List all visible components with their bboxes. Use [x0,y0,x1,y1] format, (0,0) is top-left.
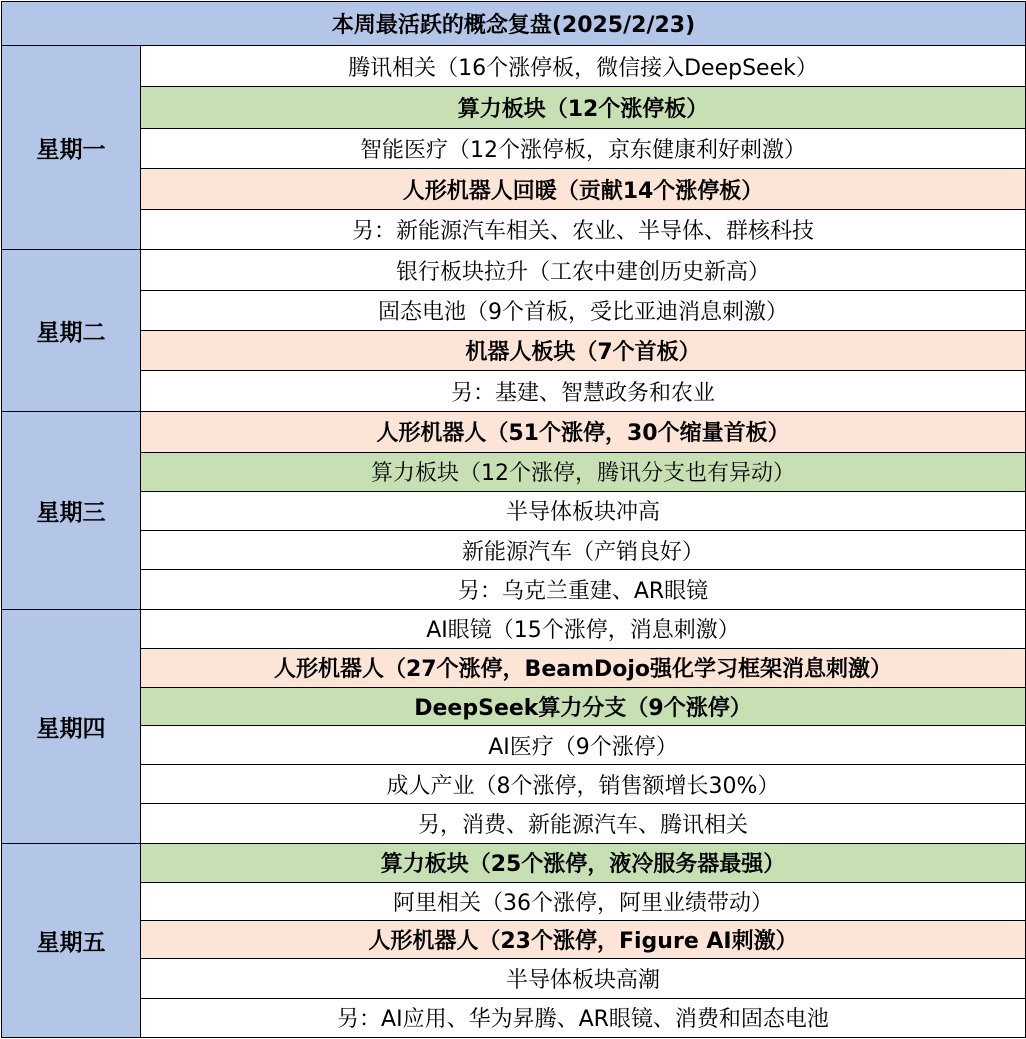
table-row [2,804,1026,843]
table-row [2,412,1026,452]
table-row [2,330,1026,370]
table-row [2,128,1026,168]
concept-cell: 机器人板块（7个首板） [141,330,1026,370]
table-row [2,491,1026,530]
concept-cell: 另：基建、智慧政务和农业 [141,371,1026,412]
concept-cell: 另，消费、新能源汽车、腾讯相关 [141,804,1026,843]
table-title: 本周最活跃的概念复盘(2025/2/23) [2,2,1026,46]
table-row [2,371,1026,412]
table-row [2,530,1026,569]
table-row [2,210,1026,250]
table-row [2,843,1026,882]
concept-cell: AI眼镜（15个涨停，消息刺激） [141,610,1026,648]
concept-cell: 新能源汽车（产销良好） [141,530,1026,569]
table-row [2,726,1026,765]
concept-cell: 阿里相关（36个涨停，阿里业绩带动） [141,882,1026,920]
concept-cell: 银行板块拉升（工农中建创历史新高） [141,250,1026,290]
concept-cell: 人形机器人（51个涨停，30个缩量首板） [141,412,1026,452]
table-body [2,2,1026,1038]
table-row [2,87,1026,128]
concept-cell: 另：新能源汽车相关、农业、半导体、群核科技 [141,210,1026,250]
concept-cell: 腾讯相关（16个涨停板，微信接入DeepSeek） [141,46,1026,87]
table-row [2,250,1026,290]
concept-cell: 算力板块（25个涨停，液冷服务器最强） [141,843,1026,882]
concept-cell: 另：乌克兰重建、AR眼镜 [141,570,1026,610]
concept-cell: 另：AI应用、华为昇腾、AR眼镜、消费和固态电池 [141,998,1026,1037]
weekday-label: 星期三 [2,412,141,610]
concept-cell: 智能医疗（12个涨停板，京东健康利好刺激） [141,128,1026,168]
table-row [2,452,1026,491]
weekday-label: 星期一 [2,46,141,250]
concept-cell: 人形机器人回暖（贡献14个涨停板） [141,168,1026,209]
table-row [2,46,1026,87]
concept-cell: DeepSeek算力分支（9个涨停） [141,687,1026,725]
concept-cell: 半导体板块高潮 [141,959,1026,998]
concept-cell: 人形机器人（23个涨停，Figure AI刺激） [141,921,1026,959]
concept-cell: 算力板块（12个涨停板） [141,87,1026,128]
table-row [2,290,1026,330]
concept-cell: 人形机器人（27个涨停，BeamDojo强化学习框架消息刺激） [141,648,1026,687]
concept-cell: 半导体板块冲高 [141,491,1026,530]
table-row [2,765,1026,804]
table-row [2,687,1026,725]
title-row [2,2,1026,46]
table-row [2,882,1026,920]
table-row [2,959,1026,998]
table-row [2,168,1026,209]
table-row [2,570,1026,610]
table-row [2,921,1026,959]
concept-cell: 算力板块（12个涨停，腾讯分支也有异动） [141,452,1026,491]
weekday-label: 星期四 [2,610,141,843]
weekday-label: 星期五 [2,843,141,1037]
concept-cell: 固态电池（9个首板，受比亚迪消息刺激） [141,290,1026,330]
concept-cell: AI医疗（9个涨停） [141,726,1026,765]
concept-cell: 成人产业（8个涨停，销售额增长30%） [141,765,1026,804]
weekday-label: 星期二 [2,250,141,412]
table-row [2,610,1026,648]
concept-review-table [1,1,1026,1038]
table-row [2,648,1026,687]
table-row [2,998,1026,1037]
